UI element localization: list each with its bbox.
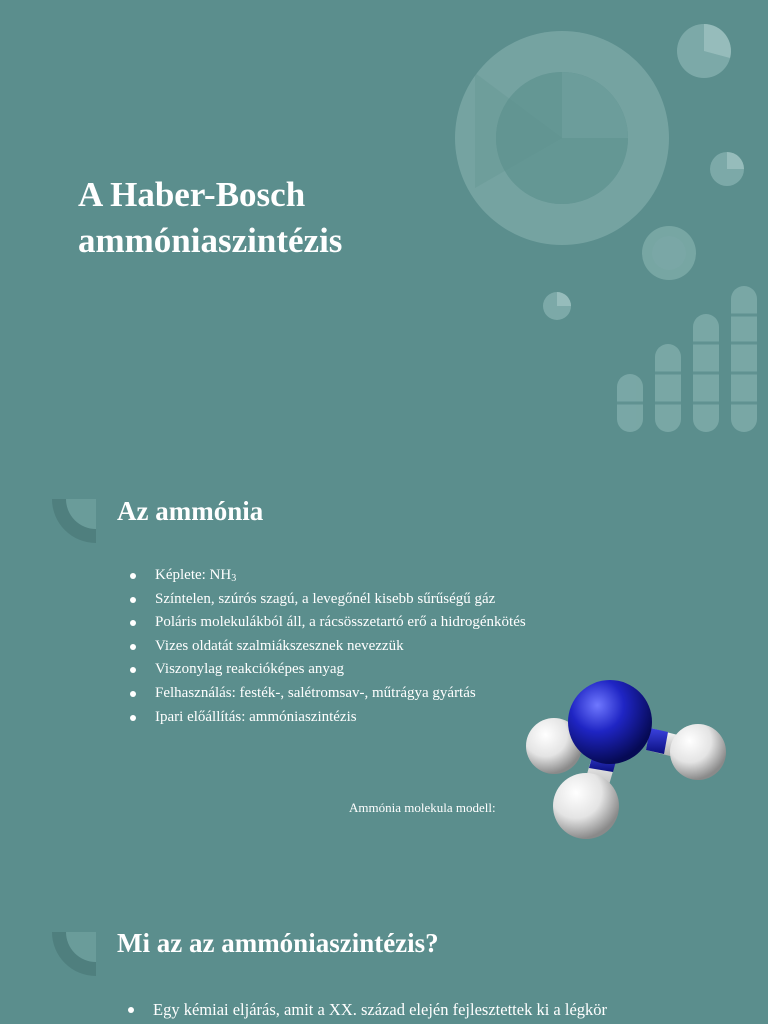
- bar-columns-decoration: [617, 286, 757, 432]
- section-heading-ammonia: Az ammónia: [117, 496, 264, 526]
- ammonia-molecule-image: [520, 680, 730, 840]
- bullet-dot-icon: [130, 667, 136, 673]
- ammonia-facts-list: [130, 564, 526, 729]
- list-item: Egy kémiai eljárás, amit a XX. század elején fejlesztettek ki a légkör: [128, 998, 607, 1022]
- hydrogen-atom-bottom: [553, 773, 619, 839]
- title-line-1: A Haber-Bosch: [78, 175, 306, 214]
- hydrogen-atom-right: [670, 724, 726, 780]
- section-corner-icon: [52, 932, 96, 976]
- list-item: Képlete: $NH_3$: [130, 564, 526, 588]
- bullet-dot-icon: [128, 1007, 134, 1013]
- bullet-dot-icon: [130, 644, 136, 650]
- ammonia-slide: [0, 470, 768, 900]
- presentation-title: [78, 172, 498, 264]
- bullet-dot-icon: [130, 620, 136, 626]
- small-pie-decoration-1: [677, 24, 731, 78]
- small-pie-decoration-3: [543, 292, 571, 320]
- list-item: Színtelen, szúrós szagú, a levegőnél kisebb sűrűségű gáz: [130, 588, 526, 612]
- small-ring-decoration: [642, 226, 696, 280]
- list-item: Vizes oldatát szalmiákszesznek nevezzük: [130, 635, 526, 659]
- molecule-caption: Ammónia molekula modell:: [349, 800, 496, 815]
- title-slide: [0, 0, 768, 470]
- nitrogen-atom: [568, 680, 652, 764]
- section-corner-icon: [52, 499, 96, 543]
- bullet-dot-icon: [130, 691, 136, 697]
- list-item: Viszonylag reakcióképes anyag: [130, 658, 526, 682]
- small-pie-decoration-2: [710, 152, 744, 186]
- bullet-dot-icon: [130, 715, 136, 721]
- title-line-2: ammóniaszintézis: [78, 221, 343, 260]
- synthesis-list: [128, 998, 607, 1022]
- list-item: Felhasználás: festék-, salétromsav-, műtrágya gyártás: [130, 682, 526, 706]
- bullet-dot-icon: [130, 597, 136, 603]
- list-item: Ipari előállítás: ammóniaszintézis: [130, 706, 526, 730]
- section-heading-synthesis: Mi az az ammóniaszintézis?: [117, 928, 439, 958]
- list-item: Poláris molekulákból áll, a rácsösszetartó erő a hidrogénkötés: [130, 611, 526, 635]
- bullet-dot-icon: [130, 573, 136, 579]
- synthesis-slide: [0, 900, 768, 1024]
